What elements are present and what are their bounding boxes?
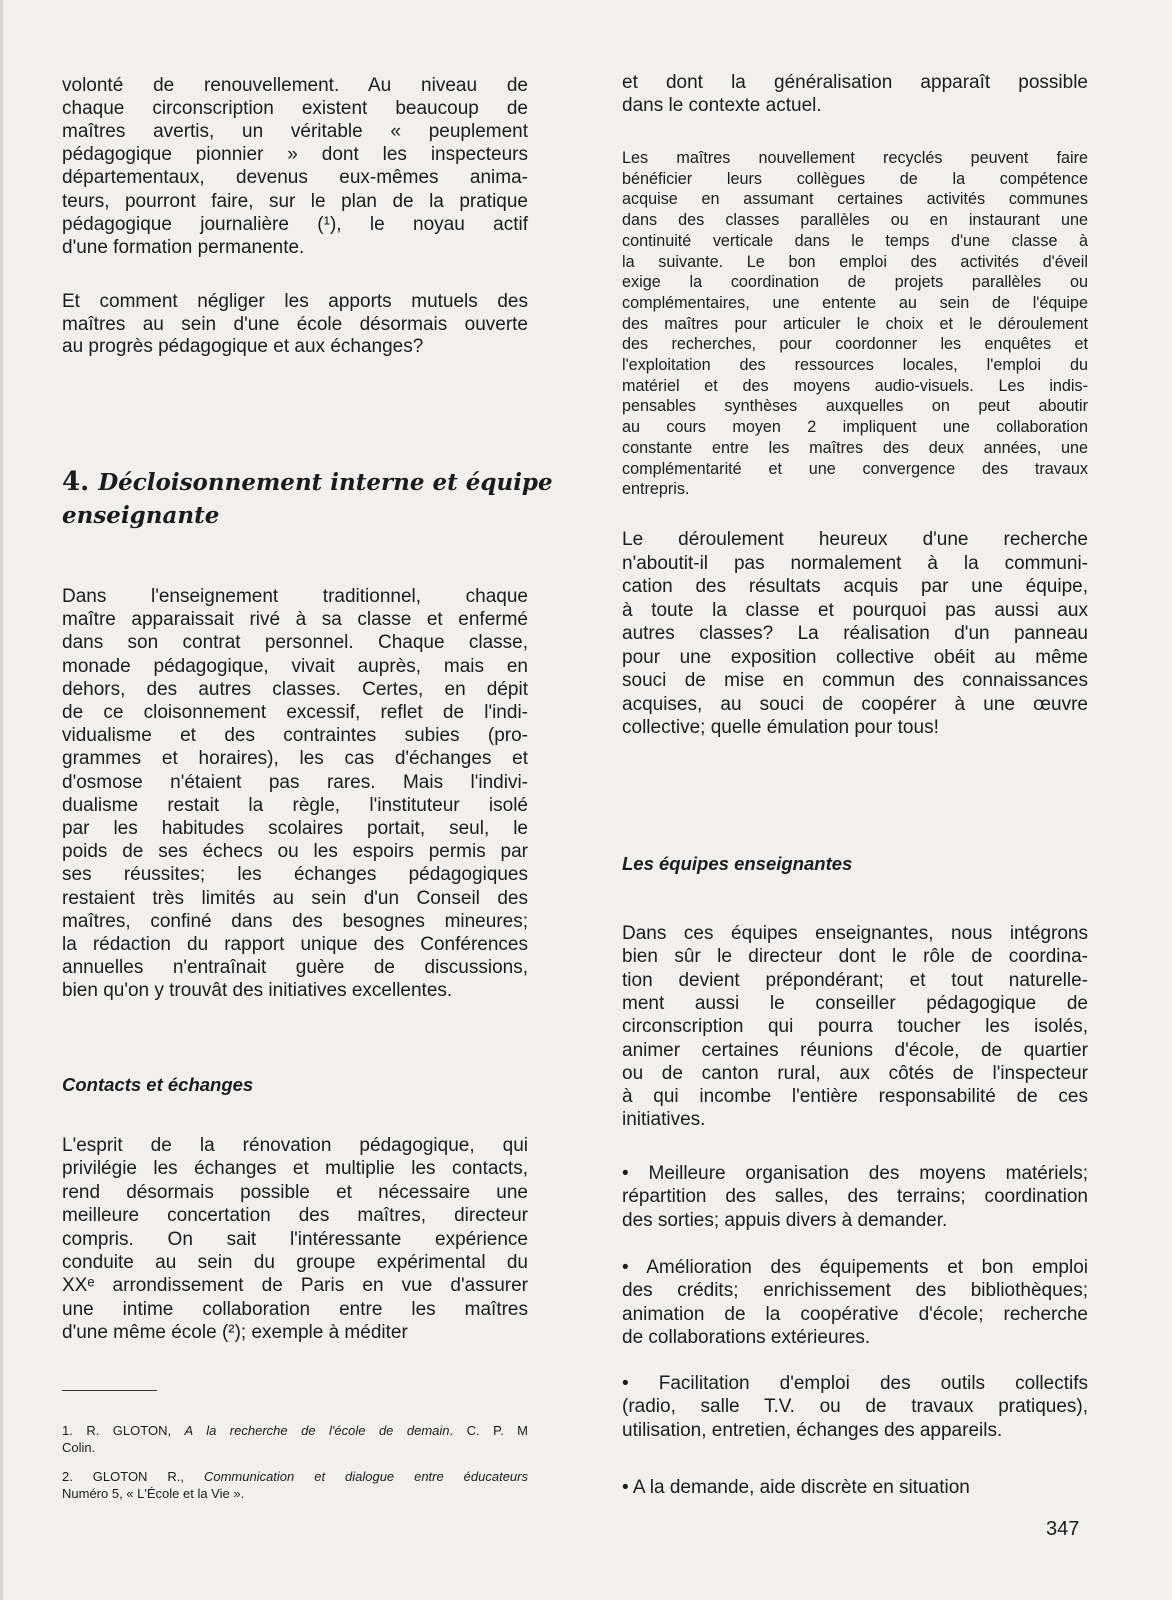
paragraph-line: entrepris. <box>622 480 690 499</box>
footnote-title: A la recherche de l'école de demain <box>184 1423 450 1438</box>
paragraph-line: ment aussi le conseiller pédagogique de <box>622 992 1088 1014</box>
paragraph-line: matériel et des moyens audio-visuels. Les indis- <box>622 376 1088 395</box>
paragraph-line: l'exploitation des ressources locales, l'emploi du <box>622 356 1088 374</box>
paragraph-line: bénéficier leurs collègues de la compétence <box>622 169 1088 188</box>
paragraph-line: des maîtres pour articuler le choix et le déroulement <box>622 314 1088 333</box>
paragraph-line: maîtres avertis, un véritable « peuplement <box>62 121 528 143</box>
paragraph-line: dans son contrat personnel. Chaque classe, <box>62 632 528 654</box>
paragraph-line: exige la coordination de projets parallèles ou <box>622 273 1088 292</box>
paragraph-line: à toute la classe et pourquoi pas aussi aux <box>622 599 1088 621</box>
paragraph-line: une intime collaboration entre les maîtres <box>62 1298 528 1320</box>
footnote: Numéro 5, « L'École et la Vie ». <box>62 1486 245 1501</box>
paragraph-line: Dans ces équipes enseignantes, nous intégrons <box>622 923 1088 944</box>
section-number: 4. <box>62 467 99 497</box>
paragraph-line: dans le contexte actuel. <box>622 94 822 116</box>
paragraph-line: privilégie les échanges et multiplie les contacts, <box>62 1158 528 1180</box>
paragraph-line: acquise en assumant certaines activités communes <box>622 190 1088 209</box>
paragraph-line: collective; quelle émulation pour tous! <box>622 717 939 738</box>
paragraph-line: pédagogique pionnier » dont les inspecteurs <box>62 144 528 166</box>
paragraph-line: meilleure concertation des maîtres, directeur <box>62 1205 528 1227</box>
paragraph-line: initiatives. <box>622 1109 706 1131</box>
paragraph-line: XXᵉ arrondissement de Paris en vue d'assurer <box>62 1275 528 1297</box>
subheading: Contacts et échanges <box>62 1074 254 1095</box>
paragraph-line: restaient très limités au sein d'un Conseil des <box>62 887 528 909</box>
paragraph-line: Le déroulement heureux d'une recherche <box>622 529 1088 550</box>
bullet-item-line: des crédits; enrichissement des bibliothèques; <box>622 1280 1088 1302</box>
paragraph-line: conduite au sein du groupe expérimental du <box>62 1252 528 1273</box>
paragraph-line: rend désormais possible et nécessaire une <box>62 1181 528 1203</box>
paragraph-line: la suivante. Le bon emploi des activités d'éveil <box>622 252 1088 271</box>
paragraph-line: teurs, pourront faire, sur le plan de la pratique <box>62 190 528 212</box>
paragraph-line: complémentarité et une convergence des travaux <box>622 459 1088 478</box>
section-title: Décloisonnement interne et équipe <box>98 469 553 496</box>
paragraph-line: constante entre les maîtres des deux années, une <box>622 438 1088 457</box>
paragraph-line: continuité verticale dans le temps d'une classe à <box>622 231 1088 250</box>
paragraph-line: annuelles n'entraînait guère de discussions, <box>62 957 528 979</box>
paragraph-line: bien sûr le directeur dont le rôle de coordina- <box>622 946 1088 968</box>
footnote-text: . C. P. M <box>449 1423 529 1438</box>
paragraph-line: d'une formation permanente. <box>62 236 305 258</box>
section-title: enseignante <box>62 502 220 529</box>
page-edge <box>0 0 3 1600</box>
paragraph-line: autres classes? La réalisation d'un panneau <box>622 623 1088 644</box>
subheading: Les équipes enseignantes <box>622 853 853 874</box>
bullet-item-line: de collaborations extérieures. <box>622 1326 871 1348</box>
bullet-item-line: utilisation, entretien, échanges des appareils. <box>622 1419 1003 1441</box>
paragraph-line: la rédaction du rapport unique des Conférences <box>62 934 528 955</box>
paragraph-line: grammes et horaires), les cas d'échanges et <box>62 748 528 770</box>
paragraph-line: volonté de renouvellement. Au niveau de <box>62 75 528 96</box>
paragraph-line: dans des classes parallèles ou en instaurant une <box>622 211 1088 230</box>
paragraph-line: pour une exposition collective obéit au même <box>622 646 1088 668</box>
paragraph-line: Et comment négliger les apports mutuels des <box>62 291 528 312</box>
paragraph-line: animer certaines réunions d'école, de quartier <box>622 1039 1088 1061</box>
paragraph-line: souci de mise en commun des connaissances <box>622 670 1088 691</box>
paragraph-line: cation des résultats acquis par une équipe, <box>622 576 1088 597</box>
footnote-text: 2. GLOTON R., <box>62 1469 204 1484</box>
paragraph-line: chaque circonscription existent beaucoup de <box>62 98 528 120</box>
paragraph-line: complémentaires, une entente au sein de l'équipe <box>622 293 1088 312</box>
section-heading <box>62 467 553 497</box>
paragraph-line: tion devient prépondérant; et tout naturelle- <box>622 969 1088 991</box>
footnote-text: 1. R. GLOTON, <box>62 1423 185 1438</box>
bullet-item-line: • Facilitation d'emploi des outils collectifs <box>622 1373 1088 1394</box>
paragraph-line: ou de canton rural, aux côtés de l'inspecteur <box>622 1062 1088 1084</box>
bullet-item-line: (radio, salle T.V. ou de travaux pratiques), <box>622 1396 1088 1418</box>
paragraph-line: par les habitudes scolaires portait, seul, le <box>62 818 528 839</box>
bullet-item-line: animation de la coopérative d'école; recherche <box>622 1303 1088 1325</box>
paragraph-line: dehors, des autres classes. Certes, en dépit <box>62 678 528 700</box>
bullet-item-line: • A la demande, aide discrète en situation <box>622 1477 970 1498</box>
paragraph-line: Dans l'enseignement traditionnel, chaque <box>62 586 528 607</box>
paragraph-line: départementaux, devenus eux-mêmes anima- <box>62 167 528 189</box>
paragraph-line: maître apparaissait rivé à sa classe et enfermé <box>62 609 528 631</box>
paragraph-line: de ce cloisonnement excessif, reflet de l'indi- <box>62 702 528 723</box>
paragraph-line: à qui incombe l'entière responsabilité de ces <box>622 1086 1088 1108</box>
paragraph-line: monade pédagogique, vivait auprès, mais en <box>62 655 528 677</box>
paragraph-line: n'aboutit-il pas normalement à la communi- <box>622 552 1088 574</box>
footnote <box>62 1422 528 1439</box>
paragraph-line: pédagogique journalière (¹), le noyau actif <box>62 213 528 235</box>
page-number: 347 <box>1046 1518 1080 1540</box>
paragraph-line: acquises, au souci de coopérer à une œuvre <box>622 693 1088 715</box>
bullet-item-line: • Amélioration des équipements et bon emploi <box>622 1257 1088 1278</box>
paragraph-line: ses réussites; les échanges pédagogiques <box>62 864 528 886</box>
paragraph-line: circonscription qui pourra toucher les isolés, <box>622 1016 1088 1038</box>
paragraph-line: maîtres, confiné dans des besognes mineures; <box>62 910 528 932</box>
paragraph-line: bien qu'on y trouvât des initiatives excellentes. <box>62 980 453 1002</box>
paragraph-line: au cours moyen 2 impliquent une collaboration <box>622 418 1088 437</box>
bullet-item-line: répartition des salles, des terrains; coordination <box>622 1186 1088 1208</box>
paragraph-line: des recherches, pour coordonner les enquêtes et <box>622 335 1088 354</box>
paragraph-line: Les maîtres nouvellement recyclés peuvent faire <box>622 149 1088 167</box>
paragraph-line: compris. On sait l'intéressante expérience <box>62 1228 528 1250</box>
bullet-item-line: des sorties; appuis divers à demander. <box>622 1209 948 1231</box>
paragraph-line: poids de ses échecs ou les espoirs permis par <box>62 841 528 863</box>
footnote <box>62 1468 528 1485</box>
paragraph-line: pensables synthèses auxquelles on peut aboutir <box>622 397 1088 416</box>
paragraph-line: maîtres au sein d'une école désormais ouverte <box>62 313 528 335</box>
paragraph-line: dualisme restait la règle, l'instituteur isolé <box>62 794 528 816</box>
paragraph-line: d'osmose n'étaient pas rares. Mais l'indivi- <box>62 771 528 793</box>
paragraph-line: L'esprit de la rénovation pédagogique, qui <box>62 1135 528 1156</box>
paragraph-line: d'une même école (²); exemple à méditer <box>62 1322 408 1344</box>
bullet-item-line: • Meilleure organisation des moyens matériels; <box>622 1163 1088 1184</box>
paragraph-line: au progrès pédagogique et aux échanges? <box>62 336 424 357</box>
paragraph-line: vidualisme et des contraintes subies (pro- <box>62 725 528 747</box>
paragraph-line: et dont la généralisation apparaît possible <box>622 72 1088 93</box>
footnote: Colin. <box>62 1440 96 1455</box>
footnote-title: Communication et dialogue entre éducateurs <box>203 1469 528 1484</box>
footnote-rule <box>62 1390 157 1391</box>
